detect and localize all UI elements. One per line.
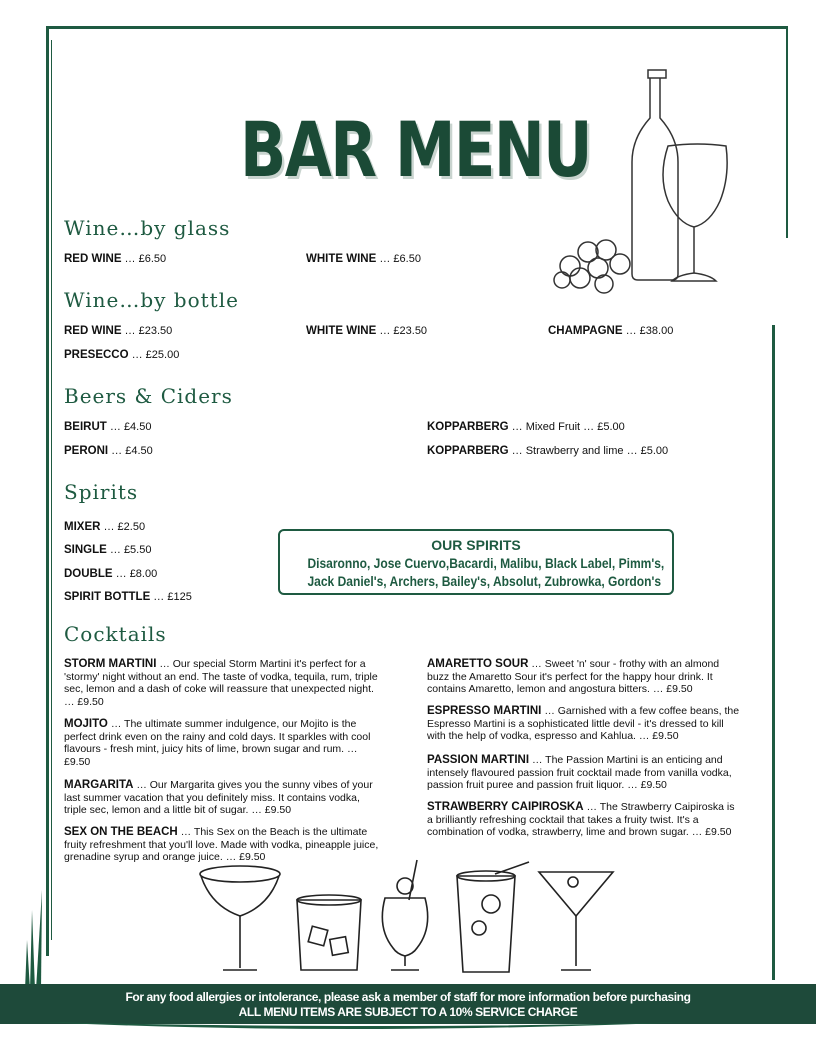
- menu-item: WHITE WINE … £23.50: [306, 325, 428, 337]
- menu-item: SINGLE … £5.50: [64, 544, 152, 556]
- item-name: SPIRIT BOTTLE: [64, 591, 151, 603]
- section-heading-beers: Beers & Ciders: [64, 384, 233, 408]
- cocktail-name: PASSION MARTINI: [427, 754, 530, 766]
- item-name: WHITE WINE: [306, 253, 377, 265]
- frame-left-border: [46, 26, 49, 956]
- menu-item: KOPPARBERG … Mixed Fruit … £5.00: [427, 421, 625, 433]
- cocktail-name: ESPRESSO MARTINI: [427, 705, 542, 717]
- section-heading-cocktails: Cocktails: [64, 622, 167, 646]
- item-price: £6.50: [138, 253, 167, 265]
- menu-item: KOPPARBERG … Strawberry and lime … £5.00: [427, 445, 669, 457]
- cocktail-description: … Garnished with a few coffee beans, the Espresso Martini is a sophisticated little devil - it's dressed to kill with the help of vodka, espresso and Kahlua. … £9.50: [427, 705, 740, 742]
- cocktail-glasses-illustration: [195, 858, 615, 978]
- section-heading-wine-bottle: Wine…by bottle: [64, 288, 239, 312]
- item-price: £38.00: [639, 325, 674, 337]
- item-price: £23.50: [393, 325, 428, 337]
- our-spirits-list-line1: Disaronno, Jose Cuervo,Bacardi, Malibu, Black Label, Pimm's,: [307, 555, 665, 571]
- footer-banner: [0, 984, 816, 1024]
- cocktail-description: … Our Margarita gives you the sunny vibes of your last summer vacation that you definitely miss. It contains vodka, triple sec, lemon and a little bit of sugar. … £9.50: [64, 779, 373, 816]
- wine-bottle-glass-illustration: [540, 66, 740, 296]
- menu-item: PERONI … £4.50: [64, 445, 153, 457]
- menu-item: PRESECCO … £25.00: [64, 349, 180, 361]
- cocktail-name: MOJITO: [64, 718, 108, 730]
- footer-allergy-notice: For any food allergies or intolerance, please ask a member of staff for more information before purchasing: [125, 990, 691, 1004]
- item-name: MIXER: [64, 521, 101, 533]
- menu-item: MIXER … £2.50: [64, 521, 146, 533]
- menu-item: BEIRUT … £4.50: [64, 421, 152, 433]
- frame-left-inner-line: [51, 40, 52, 940]
- item-name: RED WINE: [64, 325, 122, 337]
- cocktail-name: MARGARITA: [64, 779, 134, 791]
- item-price: £8.00: [129, 568, 158, 580]
- item-price: £23.50: [138, 325, 173, 337]
- our-spirits-title: OUR SPIRITS: [431, 537, 521, 553]
- our-spirits-list-line2: Jack Daniel's, Archers, Bailey's, Absolut, Zubrowka, Gordon's: [307, 573, 662, 589]
- cocktail-item: [64, 658, 380, 708]
- item-name: KOPPARBERG: [427, 421, 509, 433]
- item-name: CHAMPAGNE: [548, 325, 623, 337]
- page-title: BAR MENU: [240, 105, 591, 194]
- item-name: SINGLE: [64, 544, 107, 556]
- footer-swoosh-decoration: [40, 1020, 690, 1032]
- section-heading-wine-glass: Wine…by glass: [64, 216, 231, 240]
- item-name: DOUBLE: [64, 568, 113, 580]
- item-name: PRESECCO: [64, 349, 129, 361]
- item-price: £25.00: [145, 349, 180, 361]
- cocktail-item: [427, 754, 743, 792]
- cocktail-description: … The Strawberry Caipiroska is a brilliantly refreshing cocktail that takes a fruity twist. It's a combination of vodka, strawberry, lime and brown sugar. … £9.50: [427, 801, 735, 838]
- frame-right-lower-border: [772, 325, 775, 980]
- item-name: PERONI: [64, 445, 109, 457]
- cocktail-item: [427, 658, 743, 696]
- cocktail-description: … The Passion Martini is an enticing and intensely flavoured passion fruit cocktail made from vanilla vodka, passion fruit puree and passion fruit liquor. … £9.50: [427, 754, 732, 791]
- item-name: KOPPARBERG: [427, 445, 509, 457]
- item-price: £4.50: [123, 421, 152, 433]
- footer-service-charge: ALL MENU ITEMS ARE SUBJECT TO A 10% SERVICE CHARGE: [238, 1005, 578, 1019]
- item-price: £6.50: [393, 253, 421, 265]
- menu-item: RED WINE … £6.50: [64, 253, 167, 265]
- item-price: £125: [167, 591, 192, 603]
- item-price: Mixed Fruit … £5.00: [525, 421, 625, 433]
- cocktail-name: STORM MARTINI: [64, 658, 157, 670]
- cocktail-description: … This Sex on the Beach is the ultimate fruity refreshment that you'll love. Made with vodka, pineapple juice, grenadine syrup and orange juice. … £9.50: [64, 826, 379, 863]
- menu-item: SPIRIT BOTTLE … £125: [64, 591, 192, 603]
- item-price: Strawberry and lime … £5.00: [525, 445, 669, 457]
- section-heading-spirits: Spirits: [64, 480, 139, 504]
- item-name: RED WINE: [64, 253, 122, 265]
- cocktail-item: [64, 779, 380, 817]
- cocktail-item: [427, 705, 743, 743]
- grass-decoration-icon: [22, 880, 52, 990]
- menu-item: CHAMPAGNE … £38.00: [548, 325, 674, 337]
- item-name: BEIRUT: [64, 421, 107, 433]
- frame-top-border: [46, 26, 788, 29]
- menu-item: WHITE WINE … £6.50: [306, 253, 421, 265]
- item-name: WHITE WINE: [306, 325, 377, 337]
- menu-item: RED WINE … £23.50: [64, 325, 173, 337]
- item-price: £2.50: [117, 521, 146, 533]
- menu-item: DOUBLE … £8.00: [64, 568, 158, 580]
- cocktail-description: … Our special Storm Martini it's perfect for a 'stormy' night without an end. The taste of vodka, tequila, rum, triple sec, lemon and a dash of coke will reassure that unexpected night. … £9.50: [64, 658, 378, 708]
- cocktail-name: STRAWBERRY CAIPIROSKA: [427, 801, 584, 813]
- item-price: £5.50: [123, 544, 152, 556]
- cocktail-description: … The ultimate summer indulgence, our Mojito is the perfect drink even on the rainy and cold days. It sparkles with cool flavours - fresh mint, juicy hits of lime, brown sugar and rum. … £9.50: [64, 718, 371, 768]
- frame-right-border: [786, 28, 788, 238]
- cocktail-name: AMARETTO SOUR: [427, 658, 529, 670]
- our-spirits-box: [278, 529, 674, 595]
- cocktail-name: SEX ON THE BEACH: [64, 826, 178, 838]
- cocktail-description: … Sweet 'n' sour - frothy with an almond buzz the Amaretto Sour it's perfect for the happy hour drink. It contains Amaretto, lemon and angostura bitters. … £9.50: [427, 658, 720, 695]
- cocktail-item: [64, 718, 380, 768]
- item-price: £4.50: [125, 445, 153, 457]
- cocktail-item: [427, 801, 743, 839]
